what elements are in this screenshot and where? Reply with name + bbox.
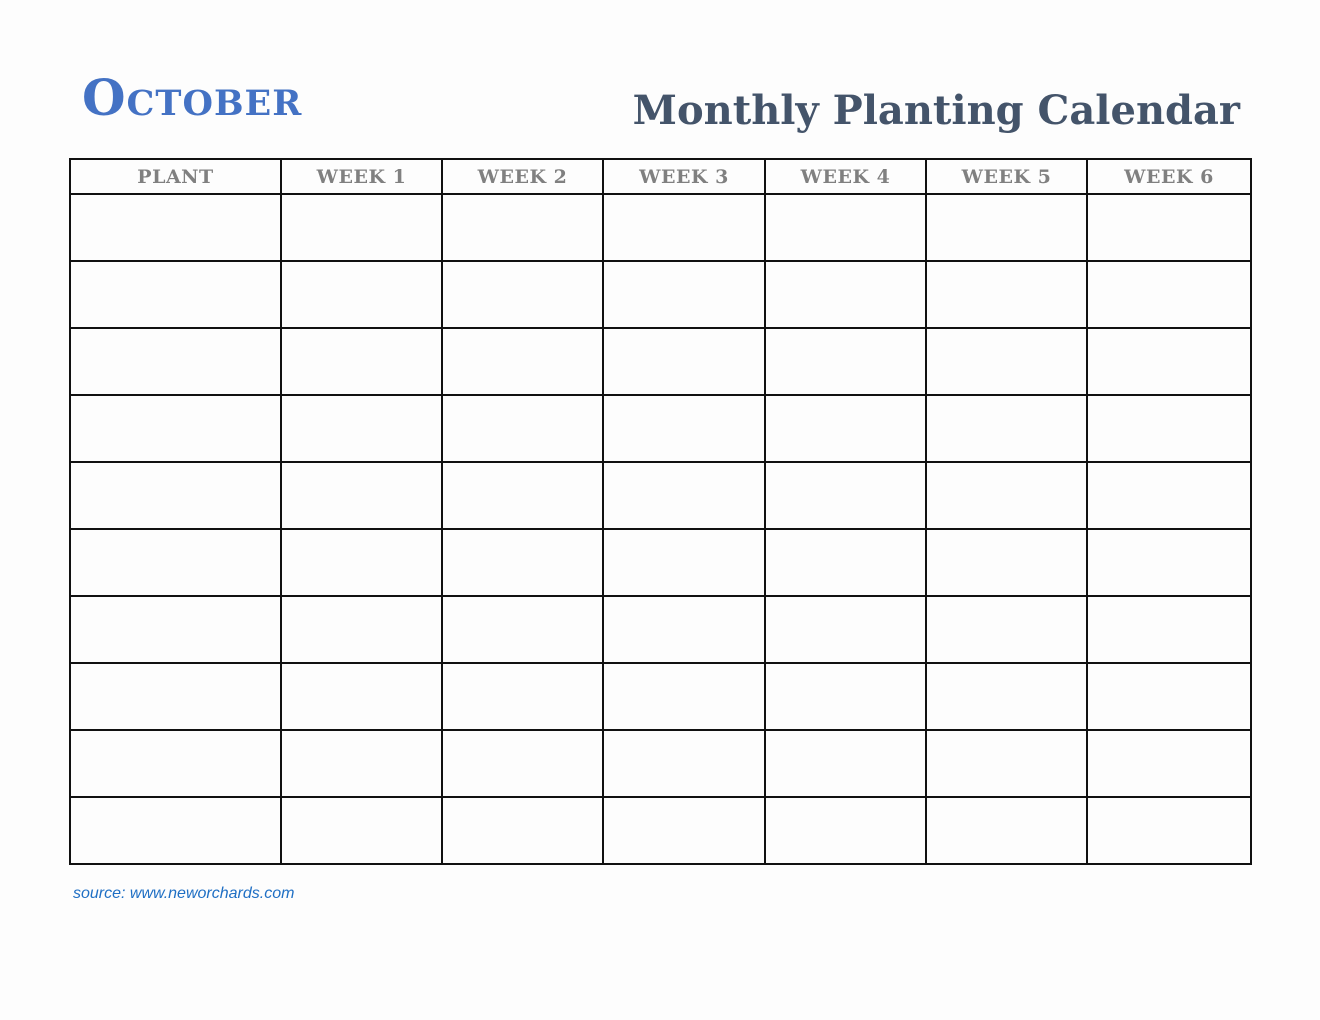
calendar-title: Monthly Planting Calendar: [632, 87, 1240, 134]
table-row: [70, 328, 1251, 395]
cell-week-3[interactable]: [603, 328, 765, 395]
cell-week-2[interactable]: [442, 797, 603, 864]
table-row: [70, 194, 1251, 261]
table-row: [70, 261, 1251, 328]
cell-week-3[interactable]: [603, 797, 765, 864]
column-header-week-6: WEEK 6: [1087, 159, 1251, 194]
table-row: [70, 529, 1251, 596]
cell-week-6[interactable]: [1087, 797, 1251, 864]
cell-week-2[interactable]: [442, 328, 603, 395]
column-header-week-4: WEEK 4: [765, 159, 926, 194]
table-row: [70, 730, 1251, 797]
cell-week-3[interactable]: [603, 529, 765, 596]
cell-week-4[interactable]: [765, 596, 926, 663]
cell-plant[interactable]: [70, 596, 281, 663]
cell-week-2[interactable]: [442, 730, 603, 797]
cell-week-6[interactable]: [1087, 529, 1251, 596]
cell-week-2[interactable]: [442, 395, 603, 462]
cell-week-4[interactable]: [765, 328, 926, 395]
cell-plant[interactable]: [70, 730, 281, 797]
cell-week-3[interactable]: [603, 663, 765, 730]
cell-plant[interactable]: [70, 194, 281, 261]
cell-week-5[interactable]: [926, 261, 1087, 328]
cell-plant[interactable]: [70, 261, 281, 328]
cell-week-6[interactable]: [1087, 328, 1251, 395]
table-row: [70, 462, 1251, 529]
cell-week-6[interactable]: [1087, 663, 1251, 730]
cell-week-3[interactable]: [603, 395, 765, 462]
cell-plant[interactable]: [70, 328, 281, 395]
cell-week-2[interactable]: [442, 529, 603, 596]
cell-week-6[interactable]: [1087, 596, 1251, 663]
cell-plant[interactable]: [70, 529, 281, 596]
planting-calendar-table: [69, 158, 1252, 865]
cell-plant[interactable]: [70, 462, 281, 529]
cell-week-2[interactable]: [442, 261, 603, 328]
cell-week-1[interactable]: [281, 462, 442, 529]
cell-week-1[interactable]: [281, 395, 442, 462]
cell-week-5[interactable]: [926, 797, 1087, 864]
cell-week-4[interactable]: [765, 797, 926, 864]
cell-week-4[interactable]: [765, 261, 926, 328]
column-header-week-1: WEEK 1: [281, 159, 442, 194]
cell-week-6[interactable]: [1087, 395, 1251, 462]
cell-week-4[interactable]: [765, 462, 926, 529]
cell-week-5[interactable]: [926, 194, 1087, 261]
cell-week-5[interactable]: [926, 529, 1087, 596]
cell-week-6[interactable]: [1087, 462, 1251, 529]
cell-week-4[interactable]: [765, 663, 926, 730]
cell-plant[interactable]: [70, 663, 281, 730]
column-header-week-3: WEEK 3: [603, 159, 765, 194]
cell-week-4[interactable]: [765, 194, 926, 261]
cell-week-5[interactable]: [926, 395, 1087, 462]
table-row: [70, 663, 1251, 730]
cell-week-2[interactable]: [442, 194, 603, 261]
cell-plant[interactable]: [70, 395, 281, 462]
cell-week-3[interactable]: [603, 462, 765, 529]
cell-week-4[interactable]: [765, 395, 926, 462]
cell-week-5[interactable]: [926, 328, 1087, 395]
cell-week-4[interactable]: [765, 730, 926, 797]
cell-week-1[interactable]: [281, 797, 442, 864]
cell-week-1[interactable]: [281, 328, 442, 395]
cell-week-4[interactable]: [765, 529, 926, 596]
cell-week-1[interactable]: [281, 194, 442, 261]
table-row: [70, 395, 1251, 462]
cell-week-5[interactable]: [926, 663, 1087, 730]
cell-week-3[interactable]: [603, 261, 765, 328]
cell-week-5[interactable]: [926, 596, 1087, 663]
cell-week-5[interactable]: [926, 462, 1087, 529]
cell-week-6[interactable]: [1087, 261, 1251, 328]
table-row: [70, 596, 1251, 663]
table-row: [70, 797, 1251, 864]
table-header-row: [70, 159, 1251, 194]
cell-week-2[interactable]: [442, 596, 603, 663]
cell-week-3[interactable]: [603, 596, 765, 663]
source-link[interactable]: source: www.neworchards.com: [73, 885, 295, 902]
cell-plant[interactable]: [70, 797, 281, 864]
cell-week-2[interactable]: [442, 663, 603, 730]
cell-week-5[interactable]: [926, 730, 1087, 797]
cell-week-3[interactable]: [603, 730, 765, 797]
column-header-week-2: WEEK 2: [442, 159, 603, 194]
cell-week-1[interactable]: [281, 261, 442, 328]
cell-week-1[interactable]: [281, 596, 442, 663]
cell-week-3[interactable]: [603, 194, 765, 261]
cell-week-1[interactable]: [281, 730, 442, 797]
cell-week-6[interactable]: [1087, 194, 1251, 261]
month-title: October: [82, 68, 303, 127]
cell-week-1[interactable]: [281, 529, 442, 596]
cell-week-1[interactable]: [281, 663, 442, 730]
column-header-week-5: WEEK 5: [926, 159, 1087, 194]
cell-week-6[interactable]: [1087, 730, 1251, 797]
column-header-plant: PLANT: [70, 159, 281, 194]
cell-week-2[interactable]: [442, 462, 603, 529]
